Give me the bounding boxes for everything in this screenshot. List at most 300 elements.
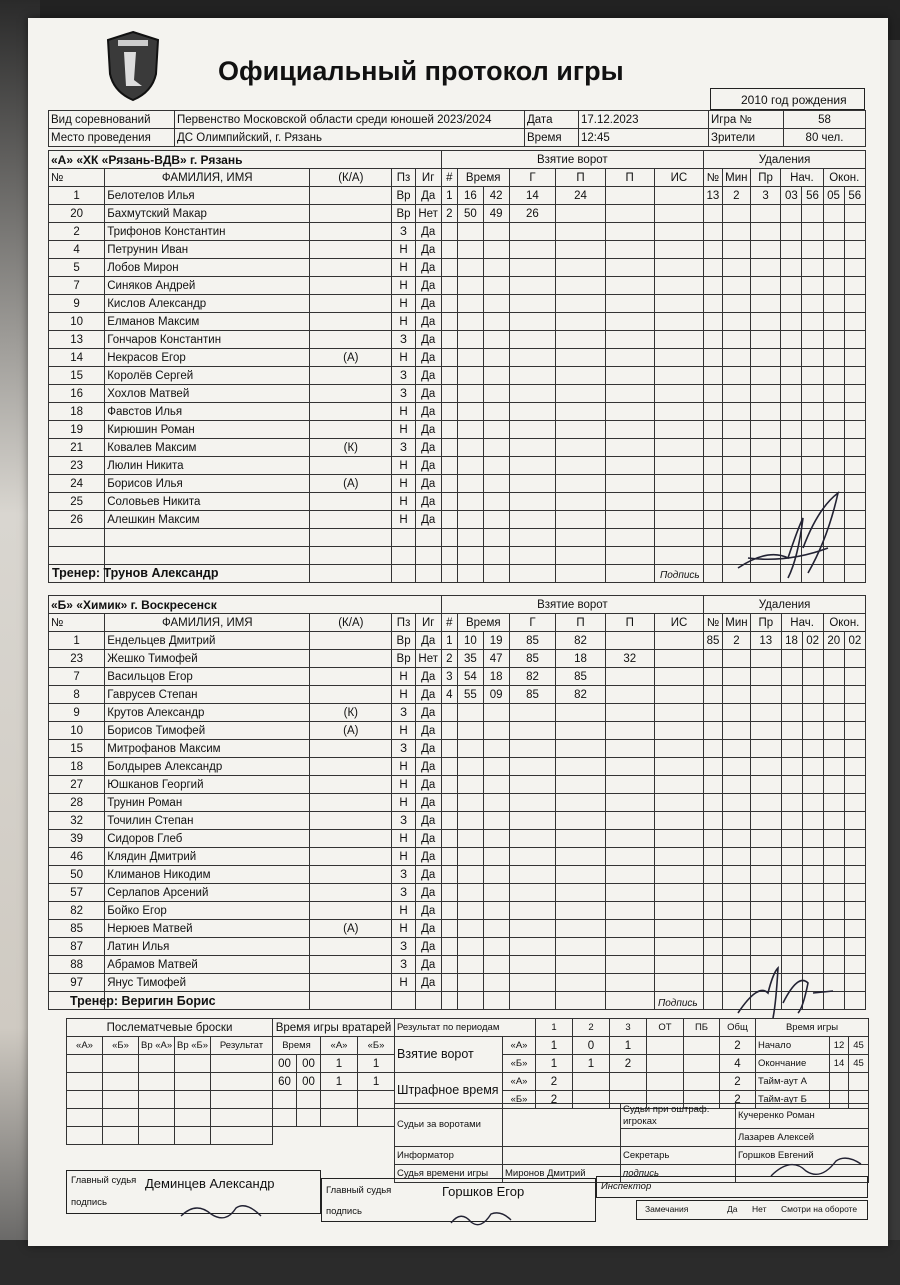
penalty-ss [802, 313, 823, 331]
player-role [310, 938, 392, 956]
penalty-ss [802, 421, 823, 439]
penalty-sm [781, 349, 802, 367]
background-bottom [0, 1240, 900, 1285]
player-played: Да [415, 439, 441, 457]
player-name: Латин Илья [105, 938, 310, 956]
goal-p2 [605, 493, 654, 511]
player-row [49, 223, 866, 241]
col-goal-is: ИС [654, 169, 703, 187]
penalty-pr [751, 794, 781, 812]
goal-s [483, 938, 509, 956]
goal-m [457, 547, 483, 565]
player-number [49, 547, 105, 565]
player-number: 7 [49, 668, 105, 686]
penalty-sm [781, 277, 802, 295]
goal-p2 [605, 812, 654, 830]
player-played: Да [415, 511, 441, 529]
player-played [415, 547, 441, 565]
penalty-ss [802, 331, 823, 349]
penalty-es [844, 331, 865, 349]
player-row [49, 349, 866, 367]
penalty-min [722, 403, 750, 421]
player-row [49, 403, 866, 421]
goal-g [509, 866, 556, 884]
team-a-coach: Тренер: Трунов Александр [52, 566, 219, 580]
goal-is [654, 956, 703, 974]
player-role: (А) [310, 722, 392, 740]
player-role [310, 457, 392, 475]
goal-p2 [605, 830, 654, 848]
penalty-ss [802, 686, 823, 704]
goal-s: 09 [483, 686, 509, 704]
period-results-table [394, 1018, 869, 1109]
player-played: Нет [415, 650, 441, 668]
goal-s [483, 457, 509, 475]
goal-g: 85 [509, 632, 556, 650]
goal-m [457, 457, 483, 475]
penalty-min [722, 830, 750, 848]
goal-is [654, 794, 703, 812]
goal-s [483, 349, 509, 367]
penalty-n [704, 884, 723, 902]
penalty-sm [781, 920, 802, 938]
goal-s [483, 277, 509, 295]
player-role [310, 992, 392, 1010]
goal-g [509, 331, 556, 349]
player-name: Трифонов Константин [105, 223, 310, 241]
period-value: 2 [610, 1055, 647, 1073]
goal-m [457, 529, 483, 547]
penalty-es [844, 740, 865, 758]
penalty-ss [802, 385, 823, 403]
goal-s [483, 812, 509, 830]
player-role [310, 331, 392, 349]
player-role [310, 367, 392, 385]
penalty-em: 05 [823, 187, 844, 205]
goal-g [509, 223, 556, 241]
footer-section [66, 1018, 868, 1230]
player-number: 15 [49, 740, 105, 758]
penalty-es [844, 704, 865, 722]
penalty-pr [751, 668, 781, 686]
penalty-n [704, 331, 723, 349]
penalty-min [722, 241, 750, 259]
goal-m [458, 902, 484, 920]
player-name: Абрамов Матвей [105, 956, 310, 974]
goal-is [654, 776, 703, 794]
goal-s: 42 [483, 187, 509, 205]
penalty-es [844, 974, 865, 992]
penalty-em [823, 668, 844, 686]
goal-p1: 82 [556, 632, 605, 650]
goal-p1 [556, 313, 605, 331]
team-tag: «А» [503, 1037, 536, 1055]
penalty-ss [802, 650, 823, 668]
player-number: 18 [49, 758, 105, 776]
penalty-pr [751, 848, 781, 866]
player-played: Да [415, 830, 441, 848]
goal-g [509, 385, 556, 403]
game-time-minutes: 45 [849, 1037, 869, 1055]
time-value: 12:45 [579, 129, 709, 147]
shootout-col-0: «А» [67, 1037, 103, 1055]
penalty-ss [802, 403, 823, 421]
penalty-n [704, 938, 723, 956]
penalty-em [823, 776, 844, 794]
period-value: 2 [720, 1073, 756, 1091]
penalty-ss [802, 223, 823, 241]
goal-is [654, 974, 703, 992]
goal-n [441, 794, 457, 812]
protocol-sheet [28, 18, 888, 1246]
goal-p1: 82 [556, 686, 605, 704]
penalty-pr [750, 313, 780, 331]
goal-n [441, 776, 457, 794]
penalty-sm [781, 295, 802, 313]
player-played: Да [415, 902, 441, 920]
penalty-es [844, 848, 865, 866]
player-played: Да [415, 403, 441, 421]
shootout-title: Послематчевые броски [67, 1019, 273, 1037]
player-name: Серлапов Арсений [105, 884, 310, 902]
col-pen-start: Нач. [781, 169, 823, 187]
goal-s [483, 385, 509, 403]
goal-p1 [556, 902, 605, 920]
goal-p1 [556, 812, 605, 830]
penalty-sm [781, 848, 802, 866]
goal-n [441, 403, 457, 421]
inspector-label: Инспектор [601, 1181, 652, 1192]
goal-p1 [556, 956, 605, 974]
player-number: 23 [49, 457, 105, 475]
player-name: Белотелов Илья [105, 187, 310, 205]
player-played: Да [415, 794, 441, 812]
goal-m [457, 277, 483, 295]
penalty-ss [802, 848, 823, 866]
penalty-pr [750, 205, 780, 223]
player-name: Елманов Максим [105, 313, 310, 331]
team-b-sign-label: Подпись [658, 998, 698, 1009]
goal-p2 [605, 547, 654, 565]
player-name: Борисов Илья [105, 475, 310, 493]
remarks-no[interactable]: Нет [752, 1204, 767, 1214]
goal-p2 [605, 938, 654, 956]
penalty-n [704, 565, 723, 583]
player-number: 2 [49, 223, 105, 241]
goal-is [654, 313, 703, 331]
goal-n [441, 457, 457, 475]
goal-p1 [556, 331, 605, 349]
player-role [310, 668, 392, 686]
penalty-sm [781, 403, 802, 421]
col-pen-end: Окон. [823, 614, 865, 632]
penalty-n [704, 241, 723, 259]
goal-p1 [556, 511, 605, 529]
penalty-n [704, 493, 723, 511]
team-tag: «Б» [503, 1091, 536, 1109]
date-value: 17.12.2023 [579, 111, 709, 129]
goal-m [458, 794, 484, 812]
penalty-sm: 03 [781, 187, 802, 205]
goal-p2 [605, 277, 654, 295]
player-role [310, 686, 392, 704]
goal-p2 [605, 475, 654, 493]
secretary-name: Горшков Евгений [736, 1147, 869, 1165]
penalty-n [704, 650, 723, 668]
penalty-es [844, 385, 865, 403]
player-played: Да [415, 704, 441, 722]
team-title: «Б» «Химик» г. Воскресенск [49, 596, 442, 614]
player-played [415, 992, 441, 1010]
page-title: Официальный протокол игры [218, 56, 624, 86]
goal-p2 [605, 385, 654, 403]
goal-s [483, 992, 509, 1010]
game-time-label: Тайм-аут А [756, 1073, 830, 1091]
goal-p1 [556, 403, 605, 421]
gk-col-time: Время [273, 1037, 321, 1055]
goal-is [654, 884, 703, 902]
gk-cell: 00 [297, 1055, 321, 1073]
goal-s [483, 565, 509, 583]
player-number: 28 [49, 794, 105, 812]
goal-is [654, 668, 703, 686]
penalty-es [844, 457, 865, 475]
penalty-em [823, 349, 844, 367]
penalty-n [704, 866, 723, 884]
goal-s [483, 974, 509, 992]
player-role: (К) [310, 704, 392, 722]
player-played: Да [415, 493, 441, 511]
penalty-n [704, 722, 723, 740]
player-position: Н [392, 776, 415, 794]
penalty-pr [750, 403, 780, 421]
player-name: Гончаров Константин [105, 331, 310, 349]
penalty-es [844, 205, 865, 223]
penalties-title: Удаления [704, 151, 866, 169]
goal-s [483, 403, 509, 421]
goal-n [441, 956, 457, 974]
player-role [310, 758, 392, 776]
player-number: 5 [49, 259, 105, 277]
goal-m [457, 565, 483, 583]
player-position: Н [392, 475, 415, 493]
player-name: Жешко Тимофей [105, 650, 310, 668]
player-row [49, 704, 866, 722]
player-role [310, 223, 392, 241]
goal-p2 [605, 686, 654, 704]
goal-p2 [605, 205, 654, 223]
goal-p1 [556, 547, 605, 565]
goal-p2 [605, 740, 654, 758]
player-played: Да [415, 632, 441, 650]
penalty-n [704, 529, 723, 547]
goal-m [458, 920, 484, 938]
player-number: 8 [49, 686, 105, 704]
goal-s [483, 493, 509, 511]
gk-cell: 1 [321, 1073, 358, 1091]
penalty-n [704, 439, 723, 457]
goal-p2 [605, 722, 654, 740]
penalty-pr [751, 938, 781, 956]
goal-g [509, 295, 556, 313]
secretary-signature [766, 1146, 866, 1186]
col-name: ФАМИЛИЯ, ИМЯ [105, 614, 310, 632]
goal-m [458, 992, 484, 1010]
chief-referee-label-2: Главный судья [326, 1185, 392, 1196]
player-name: Некрасов Егор [105, 349, 310, 367]
player-row [49, 758, 866, 776]
penalty-em [823, 223, 844, 241]
player-number: 26 [49, 511, 105, 529]
player-row [49, 668, 866, 686]
referee-signature-2 [446, 1208, 516, 1230]
goal-p2 [605, 457, 654, 475]
player-row [49, 205, 866, 223]
penalty-sm [781, 740, 802, 758]
player-played: Да [415, 956, 441, 974]
goal-s [483, 421, 509, 439]
period-value: 1 [536, 1037, 573, 1055]
goal-m: 55 [458, 686, 484, 704]
goal-s [483, 704, 509, 722]
penalty-es: 56 [844, 187, 865, 205]
penalty-sm [781, 421, 802, 439]
player-position: З [392, 385, 415, 403]
penalty-min [722, 758, 750, 776]
penalty-em [823, 686, 844, 704]
player-role [310, 403, 392, 421]
penalty-min [722, 457, 750, 475]
goal-p2 [605, 403, 654, 421]
player-role [310, 205, 392, 223]
penalty-min [722, 686, 750, 704]
player-name: Кислов Александр [105, 295, 310, 313]
team-tag: «Б» [503, 1055, 536, 1073]
penalty-ss [802, 740, 823, 758]
goal-p2 [605, 956, 654, 974]
penalty-min [722, 205, 750, 223]
penalty-es [844, 920, 865, 938]
col-ka: (К/А) [310, 614, 392, 632]
goal-g [509, 812, 556, 830]
goal-g [509, 367, 556, 385]
player-name: Трунин Роман [105, 794, 310, 812]
penalty-pr: 13 [751, 632, 781, 650]
penalty-ss [802, 295, 823, 313]
remarks-yes[interactable]: Да [727, 1204, 738, 1214]
penalty-es [844, 241, 865, 259]
col-goal-p2: П [605, 169, 654, 187]
game-time-hours [830, 1073, 849, 1091]
penalty-em [823, 722, 844, 740]
player-role [310, 884, 392, 902]
game-time-minutes [849, 1073, 869, 1091]
goal-p2 [605, 794, 654, 812]
player-role [310, 632, 392, 650]
penalty-ss [802, 866, 823, 884]
goal-s [483, 902, 509, 920]
team-tag: «А» [503, 1073, 536, 1091]
period-value [610, 1073, 647, 1091]
player-number: 25 [49, 493, 105, 511]
goal-m [458, 812, 484, 830]
period-col-3: ОТ [647, 1019, 684, 1037]
player-role [310, 974, 392, 992]
player-played [415, 565, 441, 583]
penalty-ss [802, 758, 823, 776]
penalty-min [722, 223, 750, 241]
penalty-sm [781, 367, 802, 385]
game-time-hours: 14 [830, 1055, 849, 1073]
goal-p1 [556, 830, 605, 848]
goal-is [654, 650, 703, 668]
penalty-pr [750, 385, 780, 403]
penalty-sm: 18 [781, 632, 802, 650]
penalty-min [722, 421, 750, 439]
penalty-em [823, 650, 844, 668]
goal-p1 [556, 704, 605, 722]
team-a-sign-label: Подпись [660, 570, 700, 581]
penalty-pr [750, 241, 780, 259]
goal-m [458, 830, 484, 848]
goal-p2 [605, 331, 654, 349]
player-row [49, 439, 866, 457]
col-pen-num: № [704, 169, 723, 187]
goal-g: 14 [509, 187, 556, 205]
penalty-es [844, 277, 865, 295]
penalty-sm [781, 812, 802, 830]
player-position: Вр [392, 205, 415, 223]
goal-p2 [605, 529, 654, 547]
col-pen-min: Мин [722, 169, 750, 187]
penalty-pr [750, 277, 780, 295]
player-played: Нет [415, 205, 441, 223]
goalkeeper-time-title: Время игры вратарей [273, 1019, 395, 1037]
player-row [49, 313, 866, 331]
player-role [310, 866, 392, 884]
period-col-1: 2 [573, 1019, 610, 1037]
goal-g [509, 277, 556, 295]
goal-m [458, 722, 484, 740]
remarks-label: Замечания [645, 1204, 689, 1214]
goal-is [654, 848, 703, 866]
team-b-signature [728, 963, 838, 1023]
goal-p2 [605, 187, 654, 205]
penalty-min [722, 349, 750, 367]
goal-p1 [556, 349, 605, 367]
player-position: Н [392, 974, 415, 992]
player-position: Н [392, 794, 415, 812]
goal-p1 [556, 367, 605, 385]
penalty-em [823, 205, 844, 223]
player-played: Да [415, 349, 441, 367]
player-role [310, 794, 392, 812]
goal-n [441, 902, 457, 920]
penalty-es [844, 722, 865, 740]
penalty-ss: 56 [802, 187, 823, 205]
period-value: 2 [720, 1037, 756, 1055]
penalty-em [823, 259, 844, 277]
player-name: Фавстов Илья [105, 403, 310, 421]
player-position: З [392, 866, 415, 884]
goal-s [483, 956, 509, 974]
penalty-em [823, 439, 844, 457]
game-label: Игра № [709, 111, 784, 129]
goal-n: 2 [441, 205, 457, 223]
goal-is [654, 403, 703, 421]
penalty-ss [802, 457, 823, 475]
timekeeper-name: Миронов Дмитрий [503, 1165, 621, 1183]
